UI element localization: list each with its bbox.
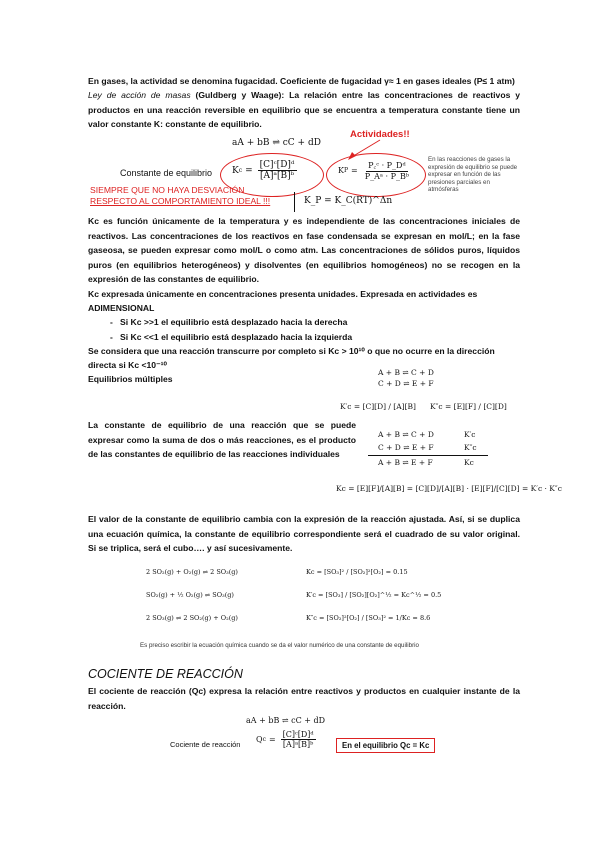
quotient-expression: Q c = $\frac{\text{[C]ᶜ[D]ᵈ}}{\text{[A]ᵃ[B]ᵇ}}$	[256, 730, 314, 749]
sum-k1: K′c	[464, 430, 476, 439]
sum-total: A + B ⇌ E + F	[378, 458, 433, 467]
units-paragraph: Kc expresada únicamente en concentraciones presenta unidades. Expresada en actividades es	[88, 289, 478, 299]
example-expression: K″c = [SO₂]²[O₂] / [SO₃]² = 1/Kc = 8.6	[306, 614, 431, 622]
bullet-item: - Si Kc >>1 el equilibrio está desplazado hacia la derecha	[120, 315, 540, 330]
example-reaction: SO₂(g) + ½ O₂(g) ⇌ SO₃(g)	[146, 591, 234, 599]
bullet-item: - Si Kc <<1 el equilibrio está desplazado hacia la izquierda	[120, 330, 540, 345]
product-formula: Kc = [E][F]/[A][B] = [C][D]/[A][B] · [E][F]/[C][D] = K′c · K″c	[336, 484, 562, 493]
kc-bullets	[100, 315, 540, 344]
kp-kc-relation: K_P = K_C(RT)^Δn	[304, 196, 393, 206]
multi-kc2: K″c = [E][F] / [C][D]	[430, 402, 507, 411]
complete-line-2: directa si Kc <10⁻¹⁰	[88, 360, 167, 370]
multiple-heading: Equilibrios múltiples	[88, 374, 173, 384]
law-name: Ley de acción de masas	[88, 90, 191, 100]
constant-label: Constante de equilibrio	[120, 168, 213, 178]
divider	[294, 192, 295, 212]
warning-line-1: SIEMPRE QUE NO HAYA DESVIACIÓN	[90, 185, 245, 195]
example-expression: K′c = [SO₃] / [SO₂][O₂]^½ = Kc^½ = 0.5	[306, 591, 442, 599]
units-adimensional: ADIMENSIONAL	[88, 303, 155, 313]
sum-reaction-1: A + B ⇌ C + D	[378, 430, 434, 439]
law-paragraph	[88, 88, 520, 132]
example-expression: Kc = [SO₃]² / [SO₂]²[O₂] = 0.15	[306, 568, 408, 576]
kp-symbol: K	[338, 166, 344, 175]
kc-denominator: [A]ᵃ[B]ᵇ	[259, 171, 295, 181]
sum-line	[368, 455, 488, 456]
kp-expression: K P = $\frac{\text{P꜀ᶜ · P\_Dᵈ}}{\text{P\_Aᵃ · P\_Bᵇ}}$	[338, 161, 410, 181]
kp-sub: P	[343, 167, 349, 174]
kc-paragraph: Kc es función únicamente de la temperatura y es independiente de las concentraciones iniciales de reactivos. Las concentraciones de los reactivos en fase condensada se expresan en mol/L; en la fase gaseosa, se pueden expresar como mol/L o como atm. Las concentraciones de sólidos puros, líquidos puros (en equilibrios heterogéneos) y disolventes (en equilibrios homogéneos) no se recogen en la expresión de las constantes de equilibrio.	[88, 216, 520, 284]
multi-reaction-2: C + D ⇌ E + F	[378, 379, 434, 388]
activities-label: Actividades!!	[350, 129, 410, 140]
multi-reaction-1: A + B ⇌ C + D	[378, 368, 434, 377]
kc-sub: c	[238, 167, 243, 174]
q-denominator: [A]ᵃ[B]ᵇ	[282, 740, 314, 749]
gas-note: En las reacciones de gases la expresión de equilibrio se puede expresar en función de las presiones parciales en atmósferas	[428, 156, 518, 193]
example-reaction: 2 SO₂(g) + O₂(g) ⇌ 2 SO₃(g)	[146, 568, 238, 576]
warning-line-2: RESPECTO AL COMPORTAMIENTO IDEAL !!!	[90, 196, 271, 206]
intro-line: En gases, la actividad se denomina fugacidad. Coeficiente de fugacidad γ≈ 1 en gases ideales (P≤ 1 atm)	[88, 76, 515, 86]
quotient-text: El cociente de reacción (Qc) expresa la relación entre reactivos y productos en cualquier instante de la reacción.	[88, 686, 520, 711]
kc-numerator: [C]ᶜ[D]ᵈ	[259, 160, 295, 170]
complete-line-1: Se considera que una reacción transcurre por completo si Kc > 10¹⁰ o que no ocurre en la dirección	[88, 346, 495, 356]
multiple-description: La constante de equilibrio de una reacción que se puede expresar como la suma de dos o más reacciones, es el producto de las constantes de equilibrio de las reacciones individuales	[88, 420, 356, 459]
ideal-warning	[90, 185, 290, 207]
q-symbol: Q	[256, 735, 263, 744]
quotient-label: Cociente de reacción	[170, 740, 241, 749]
multi-kc1: K′c = [C][D] / [A][B]	[340, 402, 416, 411]
equilibrium-box: En el equilibrio Qc = Kc	[336, 738, 435, 753]
examples-caption: Es preciso escribir la ecuación química cuando se da el valor numérico de una constante de equilibrio	[140, 642, 419, 649]
kc-symbol: K	[232, 165, 239, 176]
sum-reaction-2: C + D ⇌ E + F	[378, 443, 434, 452]
kc-expression: K c = $\frac{\text{[C]ᶜ[D]ᵈ}}{\text{[A]ᵃ[B]ᵇ}}$	[232, 160, 295, 181]
reaction-equation: aA + bB ⇌ cC + dD	[232, 138, 321, 148]
example-reaction: 2 SO₃(g) ⇌ 2 SO₂(g) + O₂(g)	[146, 614, 238, 622]
kp-numerator: P꜀ᶜ · P_Dᵈ	[368, 161, 406, 170]
q-numerator: [C]ᶜ[D]ᵈ	[282, 730, 314, 739]
q-sub: c	[262, 736, 266, 743]
adjusted-paragraph: El valor de la constante de equilibrio cambia con la expresión de la reacción ajustada. Así, si se duplica una ecuación química, la constante de equilibrio correspondiente será el cuadrado de su valor original. Si se triplica, será el cubo…. y así sucesivamente.	[88, 514, 520, 553]
quotient-reaction: aA + bB ⇌ cC + dD	[246, 716, 326, 725]
quotient-heading: COCIENTE DE REACCIÓN	[88, 667, 243, 681]
sum-k2: K″c	[464, 443, 477, 452]
sum-kt: Kc	[464, 458, 474, 467]
kp-denominator: P_Aᵃ · P_Bᵇ	[364, 172, 410, 181]
law-text: (Guldberg y Waage): La relación entre las concentraciones de reactivos y productos en una reacción reversible en equilibrio que se encuentra a temperatura constante tiene un valor constante K: constante de equilibrio.	[88, 90, 520, 129]
